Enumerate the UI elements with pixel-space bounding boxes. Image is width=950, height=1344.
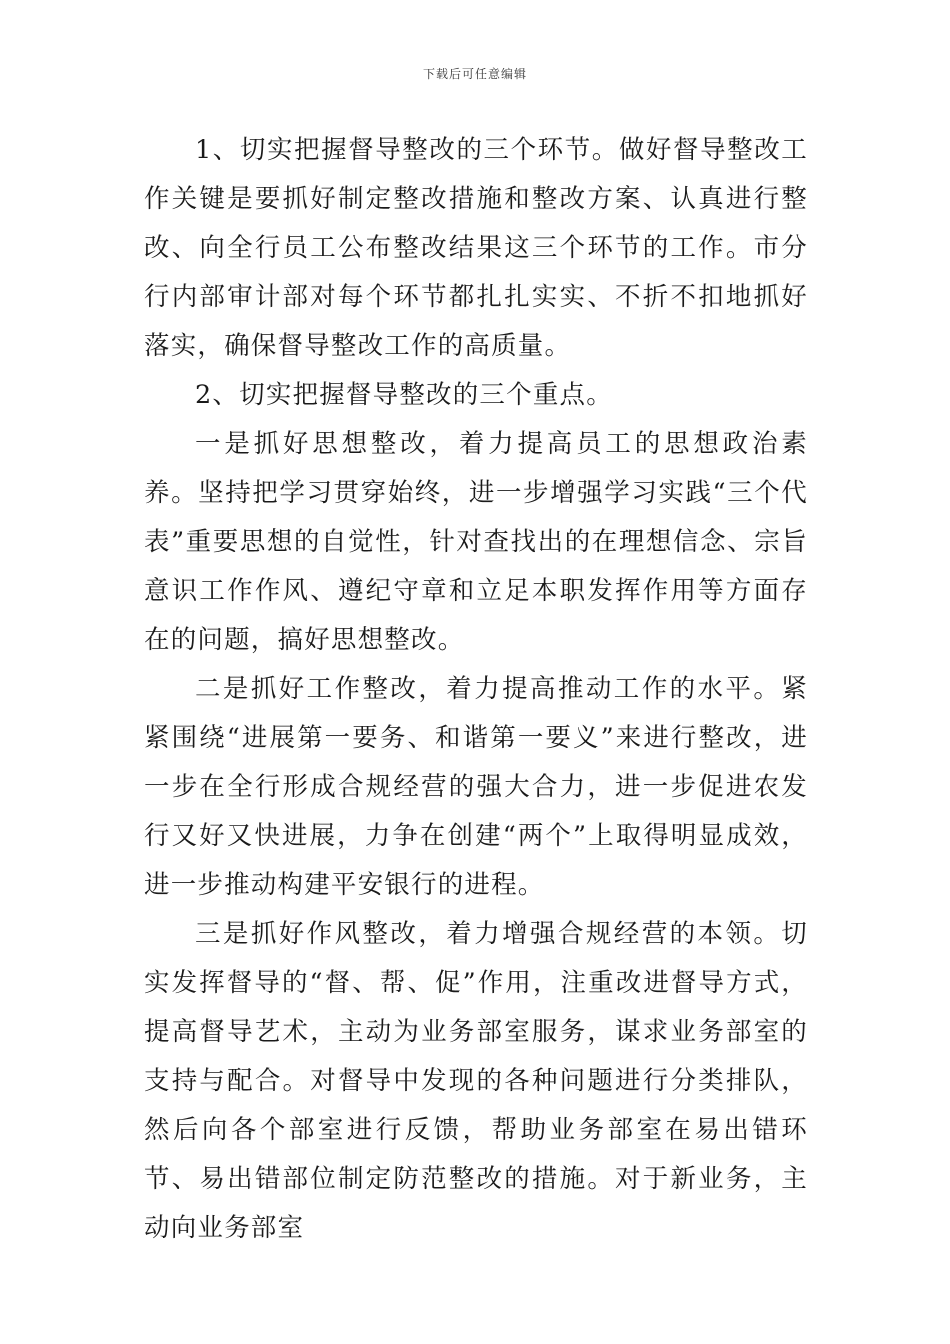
paragraph-3: 一是抓好思想整改，着力提高员工的思想政治素养。坚持把学习贯穿始终，进一步增强学习实践“三个代表”重要思想的自觉性，针对查找出的在理想信念、宗旨意识工作作风、遵纪守章和立足本职发挥作用等方面存在的问题，搞好思想整改。 (144, 429, 808, 655)
paragraph-2: 2、切实把握督导整改的三个重点。 (195, 380, 613, 410)
document-body (144, 126, 808, 1253)
paragraph-5: 三是抓好作风整改，着力增强合规经营的本领。切实发挥督导的“督、帮、促”作用，注重改进督导方式，提高督导艺术，主动为业务部室服务，谋求业务部室的支持与配合。对督导中发现的各种问题进行分类排队，然后向各个部室进行反馈，帮助业务部室在易出错环节、易出错部位制定防范整改的措施。对于新业务，主动向业务部室 (144, 919, 808, 1243)
paragraph-1: 1、切实把握督导整改的三个环节。做好督导整改工作关键是要抓好制定整改措施和整改方案、认真进行整改、向全行员工公布整改结果这三个环节的工作。市分行内部审计部对每个环节都扎扎实实、不折不扣地抓好落实，确保督导整改工作的高质量。 (144, 135, 808, 361)
paragraph-4: 二是抓好工作整改，着力提高推动工作的水平。紧紧围绕“进展第一要务、和谐第一要义”来进行整改，进一步在全行形成合规经营的强大合力，进一步促进农发行又好又快进展，力争在创建“两个”上取得明显成效，进一步推动构建平安银行的进程。 (144, 674, 808, 900)
page-header: 下载后可任意编辑 (422, 67, 527, 81)
